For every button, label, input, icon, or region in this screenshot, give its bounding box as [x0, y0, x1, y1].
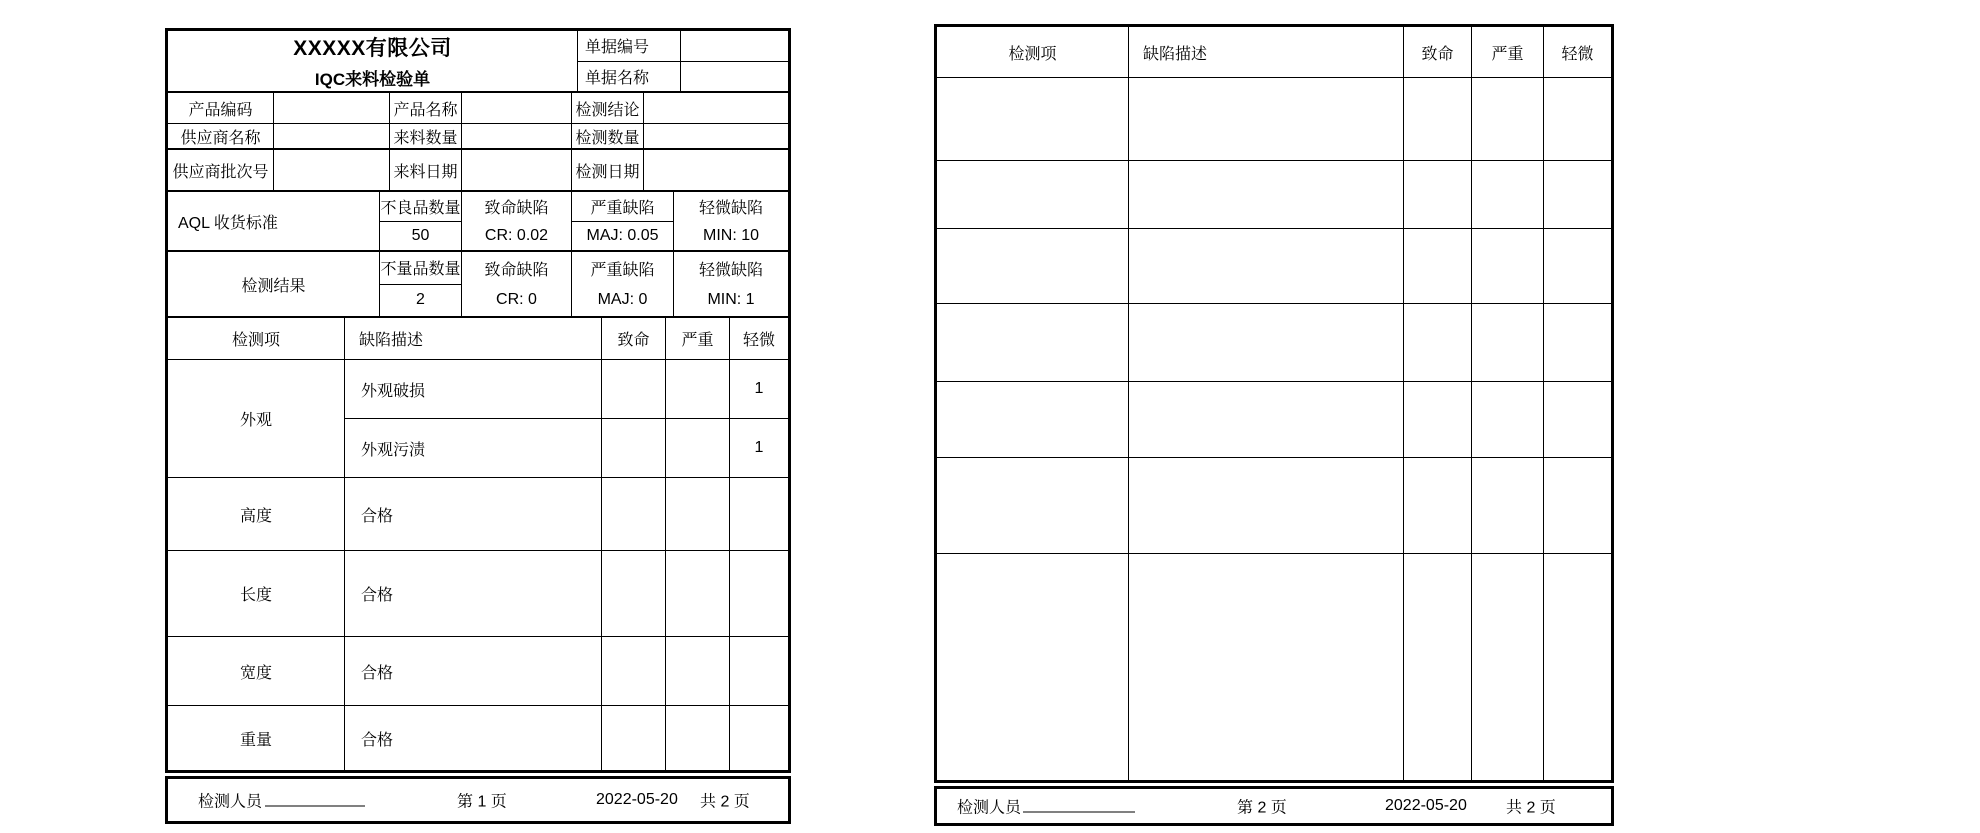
incoming-date-label: 来料日期 [389, 150, 461, 190]
empty-cell [937, 229, 1128, 303]
page-1-footer [165, 776, 791, 824]
empty-cell [1403, 161, 1471, 228]
item-name: 重量 [239, 731, 272, 749]
empty-row [937, 554, 1611, 780]
supplier-name-label: 供应商名称 [180, 129, 261, 147]
empty-cell [937, 554, 1128, 780]
empty-cell [1543, 458, 1611, 553]
items-table-header [937, 27, 1611, 78]
doc-name-value [680, 62, 788, 92]
defect-major-count [665, 360, 729, 418]
items-header-item: 检测项 [1008, 45, 1057, 63]
result-defective-qty-col [379, 252, 461, 316]
total-pages: 共 2 页 [700, 793, 750, 811]
defect-minor-count [729, 706, 788, 770]
defect-major-count [665, 706, 729, 770]
item-name: 长度 [239, 587, 272, 604]
items-header-major: 严重 [1471, 27, 1543, 77]
inspect-result-row [168, 252, 788, 318]
defect-desc: 合格 [361, 507, 394, 525]
empty-cell [1403, 554, 1471, 780]
empty-cell [1128, 304, 1403, 381]
defect-row [345, 551, 788, 636]
doc-no-value [680, 31, 788, 61]
aql-critical-header: 致命缺陷 [484, 200, 549, 217]
result-critical-value: CR: 0 [496, 291, 537, 308]
aql-major-header: 严重缺陷 [572, 192, 673, 222]
item-group-weight [168, 706, 788, 770]
result-major-header: 严重缺陷 [590, 261, 655, 279]
defect-critical-count [601, 706, 665, 770]
result-critical-header: 致命缺陷 [484, 261, 549, 279]
incoming-date-value [461, 150, 571, 190]
item-name: 外观 [239, 412, 272, 429]
info-row-product [168, 93, 788, 124]
defect-minor-count [729, 551, 788, 636]
form-title: IQC来料检验单 [314, 70, 431, 89]
empty-cell [1471, 382, 1543, 457]
page-2 [934, 24, 1614, 783]
empty-cell [1471, 554, 1543, 780]
items-header-desc: 缺陷描述 [344, 318, 601, 359]
product-code-label: 产品编码 [188, 101, 253, 119]
empty-cell [1543, 161, 1611, 228]
supplier-name-value [273, 124, 389, 148]
inspect-conclusion-value [643, 93, 788, 123]
supplier-batch-label: 供应商批次号 [172, 163, 269, 181]
inspect-date-label: 检测日期 [571, 150, 643, 190]
inspect-date-value [643, 150, 788, 190]
empty-row [937, 229, 1611, 304]
empty-row [937, 382, 1611, 458]
page-1 [165, 28, 791, 773]
incoming-qty-label: 来料数量 [389, 124, 461, 148]
defect-major-count [665, 551, 729, 636]
result-section-label: 检测结果 [241, 277, 306, 295]
title-block [168, 31, 788, 93]
defect-row [345, 418, 788, 477]
empty-cell [1543, 229, 1611, 303]
defect-critical-count [601, 419, 665, 477]
empty-row [937, 458, 1611, 554]
info-row-batch [168, 150, 788, 192]
product-name-label: 产品名称 [389, 93, 461, 123]
result-major-col [571, 252, 673, 316]
page-number: 第 2 页 [1237, 799, 1287, 817]
defect-row [345, 637, 788, 705]
empty-cell [937, 382, 1128, 457]
aql-major-col [571, 192, 673, 250]
title-area [168, 31, 577, 91]
defect-critical-count [601, 360, 665, 418]
total-pages: 共 2 页 [1506, 799, 1556, 817]
doc-name-label: 单据名称 [585, 69, 650, 87]
empty-row [937, 78, 1611, 161]
aql-defective-qty-col [379, 192, 461, 250]
items-header-desc: 缺陷描述 [1128, 27, 1403, 77]
signature-line [1023, 800, 1135, 813]
items-header-minor: 轻微 [729, 318, 788, 359]
empty-cell [937, 78, 1128, 160]
inspector-signature [198, 789, 365, 812]
empty-cell [1403, 382, 1471, 457]
empty-cell [937, 458, 1128, 553]
empty-cell [1403, 458, 1471, 553]
empty-cell [1128, 554, 1403, 780]
aql-major-value: MAJ: 0.05 [586, 226, 659, 244]
items-header-major: 严重 [665, 318, 729, 359]
item-group-length [168, 551, 788, 637]
empty-cell [1543, 304, 1611, 381]
result-minor-col [673, 252, 788, 316]
items-header-critical: 致命 [1403, 27, 1471, 77]
empty-cell [1543, 78, 1611, 160]
report-date: 2022-05-20 [596, 791, 678, 808]
empty-cell [1471, 458, 1543, 553]
items-header-critical: 致命 [601, 318, 665, 359]
page-number: 第 1 页 [457, 793, 507, 811]
defect-minor-count [729, 478, 788, 550]
aql-defective-qty-value: 50 [411, 226, 430, 244]
result-minor-header: 轻微缺陷 [698, 261, 763, 279]
aql-defective-qty-header: 不良品数量 [380, 192, 461, 222]
empty-row [937, 161, 1611, 229]
aql-critical-col [461, 192, 571, 250]
empty-cell [937, 304, 1128, 381]
defect-row [345, 478, 788, 550]
empty-cell [1403, 78, 1471, 160]
supplier-batch-value [273, 150, 389, 190]
empty-cell [1128, 229, 1403, 303]
empty-cell [1403, 229, 1471, 303]
items-table-header [168, 318, 788, 360]
doc-no-label: 单据编号 [585, 39, 650, 57]
defect-desc: 外观污渍 [361, 441, 426, 459]
empty-cell [1543, 554, 1611, 780]
aql-section-label: AQL 收货标准 [178, 214, 278, 232]
defect-critical-count [601, 637, 665, 705]
empty-cell [1543, 382, 1611, 457]
doc-no-row [578, 31, 788, 62]
product-code-value [273, 93, 389, 123]
doc-fields [577, 31, 788, 91]
empty-cell [1471, 161, 1543, 228]
defect-row [345, 706, 788, 770]
items-header-item: 检测项 [231, 332, 280, 349]
info-row-supplier [168, 124, 788, 150]
defect-minor-count [729, 637, 788, 705]
report-date: 2022-05-20 [1385, 797, 1467, 814]
defect-minor-count: 1 [729, 419, 788, 477]
defect-desc: 合格 [361, 664, 394, 682]
defect-desc: 合格 [361, 587, 394, 604]
empty-cell [1128, 458, 1403, 553]
empty-cell [1403, 304, 1471, 381]
item-group-height [168, 478, 788, 551]
defect-minor-count: 1 [729, 360, 788, 418]
aql-critical-value: CR: 0.02 [484, 226, 549, 244]
item-group-width [168, 637, 788, 706]
item-group-appearance [168, 360, 788, 478]
aql-minor-value: MIN: 10 [702, 226, 759, 244]
signature-line [265, 794, 365, 807]
empty-cell [1128, 161, 1403, 228]
result-defective-qty-header: 不量品数量 [380, 252, 461, 285]
inspector-label: 检测人员 [198, 793, 263, 811]
item-name: 高度 [239, 507, 272, 525]
defect-critical-count [601, 478, 665, 550]
page-2-footer [934, 786, 1614, 826]
incoming-qty-value [461, 124, 571, 148]
empty-cell [1471, 304, 1543, 381]
empty-cell [1128, 78, 1403, 160]
item-name: 宽度 [239, 664, 272, 682]
defect-major-count [665, 478, 729, 550]
empty-cell [1471, 78, 1543, 160]
doc-name-row [578, 62, 788, 92]
company-name: XXXXX有限公司 [293, 37, 452, 60]
inspect-qty-label: 检测数量 [571, 124, 643, 148]
empty-cell [937, 161, 1128, 228]
defect-row [345, 360, 788, 418]
empty-cell [1128, 382, 1403, 457]
result-major-value: MAJ: 0 [597, 291, 648, 308]
defect-major-count [665, 419, 729, 477]
aql-minor-header: 轻微缺陷 [698, 200, 763, 217]
result-defective-qty-value: 2 [416, 291, 425, 309]
aql-minor-col [673, 192, 788, 250]
defect-major-count [665, 637, 729, 705]
product-name-value [461, 93, 571, 123]
inspect-qty-value [643, 124, 788, 148]
defect-desc: 合格 [361, 731, 394, 749]
inspect-conclusion-label: 检测结论 [571, 93, 643, 123]
defect-critical-count [601, 551, 665, 636]
empty-row [937, 304, 1611, 382]
defect-desc: 外观破损 [361, 382, 426, 400]
items-header-minor: 轻微 [1543, 27, 1611, 77]
result-minor-value: MIN: 1 [707, 291, 755, 308]
result-critical-col [461, 252, 571, 316]
inspector-signature [957, 795, 1135, 818]
aql-standard-row [168, 192, 788, 252]
empty-cell [1471, 229, 1543, 303]
inspector-label: 检测人员 [957, 799, 1022, 817]
